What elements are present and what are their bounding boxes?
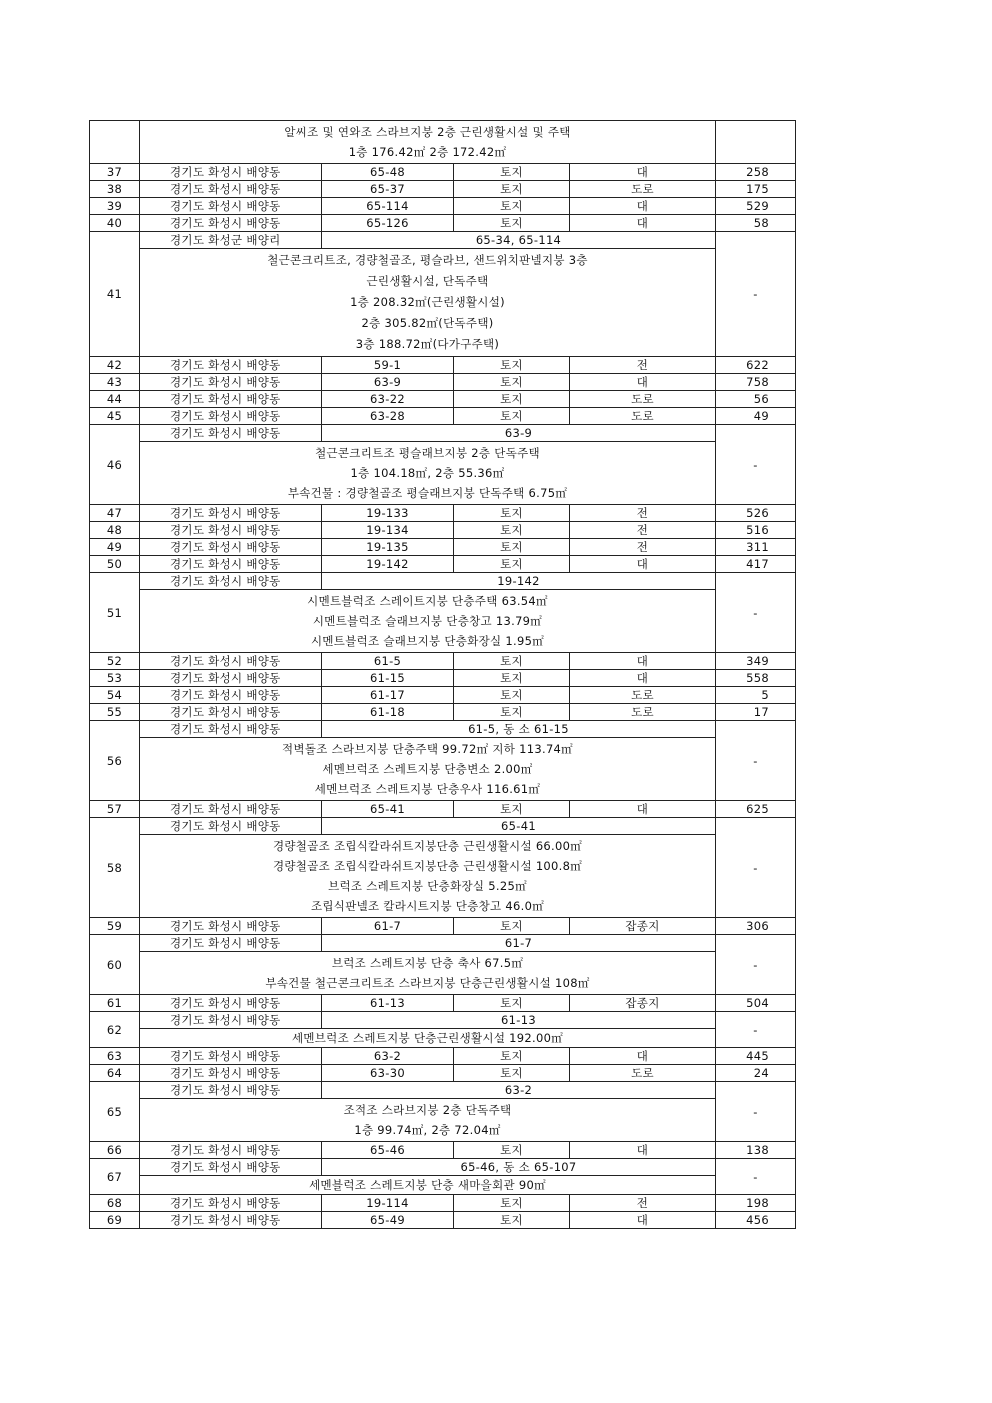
description-line: 조적조 스라브지붕 2층 단독주택 — [343, 1103, 512, 1117]
address-cell: 경기도 화성시 배양동 — [140, 1195, 322, 1212]
table-row — [90, 738, 796, 801]
lot-number-cell: 61-13 — [322, 1012, 716, 1029]
description-line: 1층 104.18㎡, 2층 55.36㎡ — [350, 466, 505, 480]
row-number: 45 — [90, 408, 140, 425]
land-use-cell: 전 — [570, 539, 716, 556]
lot-number-cell: 63-28 — [322, 408, 454, 425]
land-use-cell: 전 — [570, 522, 716, 539]
table-row — [90, 1176, 796, 1195]
property-kind-cell: 토지 — [454, 801, 570, 818]
area-cell: - — [716, 721, 796, 801]
area-cell: 198 — [716, 1195, 796, 1212]
description-line: 시멘트블럭조 슬래브지붕 단층화장실 1.95㎡ — [310, 634, 544, 648]
lot-number-cell: 63-2 — [322, 1082, 716, 1099]
table-row — [90, 1048, 796, 1065]
property-kind-cell: 토지 — [454, 357, 570, 374]
property-kind-cell: 토지 — [454, 1142, 570, 1159]
property-kind-cell: 토지 — [454, 1212, 570, 1229]
lot-number-cell: 65-49 — [322, 1212, 454, 1229]
lot-number-cell: 19-135 — [322, 539, 454, 556]
description-line: 2층 305.82㎡(단독주택) — [361, 316, 494, 330]
table-row — [90, 539, 796, 556]
row-number: 52 — [90, 653, 140, 670]
address-cell: 경기도 화성시 배양동 — [140, 918, 322, 935]
building-description — [140, 1099, 716, 1142]
address-cell: 경기도 화성시 배양동 — [140, 522, 322, 539]
land-use-cell: 전 — [570, 1195, 716, 1212]
row-number: 63 — [90, 1048, 140, 1065]
row-number: 57 — [90, 801, 140, 818]
property-kind-cell: 토지 — [454, 556, 570, 573]
lot-number-cell: 65-126 — [322, 215, 454, 232]
table-row — [90, 935, 796, 952]
address-cell: 경기도 화성시 배양동 — [140, 539, 322, 556]
area-cell: - — [716, 573, 796, 653]
description-line: 브럭조 스레트지붕 단층화장실 5.25㎡ — [328, 879, 527, 893]
area-cell: 625 — [716, 801, 796, 818]
address-cell: 경기도 화성시 배양동 — [140, 408, 322, 425]
row-number: 55 — [90, 704, 140, 721]
address-cell: 경기도 화성시 배양동 — [140, 935, 322, 952]
lot-number-cell: 61-18 — [322, 704, 454, 721]
area-cell: 516 — [716, 522, 796, 539]
table-row — [90, 505, 796, 522]
description-line: 브럭조 스레트지붕 단층 축사 67.5㎡ — [331, 956, 524, 970]
area-cell: 306 — [716, 918, 796, 935]
area-cell: 24 — [716, 1065, 796, 1082]
land-use-cell: 도로 — [570, 704, 716, 721]
land-use-cell: 도로 — [570, 181, 716, 198]
lot-number-cell: 61-15 — [322, 670, 454, 687]
property-kind-cell: 토지 — [454, 505, 570, 522]
description-line: 1층 208.32㎡(근린생활시설) — [350, 295, 505, 309]
area-cell: 504 — [716, 995, 796, 1012]
area-cell: 138 — [716, 1142, 796, 1159]
address-cell: 경기도 화성시 배양동 — [140, 1159, 322, 1176]
area-cell: 17 — [716, 704, 796, 721]
row-number: 46 — [90, 425, 140, 505]
building-description — [140, 738, 716, 801]
area-cell: 526 — [716, 505, 796, 522]
building-description — [140, 590, 716, 653]
area-cell: 417 — [716, 556, 796, 573]
area-cell: 175 — [716, 181, 796, 198]
property-kind-cell: 토지 — [454, 215, 570, 232]
lot-number-cell: 19-142 — [322, 556, 454, 573]
area-cell: - — [716, 818, 796, 918]
property-kind-cell: 토지 — [454, 164, 570, 181]
area-cell: 258 — [716, 164, 796, 181]
land-use-cell: 대 — [570, 1212, 716, 1229]
description-line: 철근콘크리트조, 경량철골조, 평슬라브, 샌드위치판넬지붕 3층 — [267, 253, 588, 267]
area-cell: 349 — [716, 653, 796, 670]
table-row — [90, 374, 796, 391]
description-line: 알씨조 및 연와조 스라브지붕 2층 근린생활시설 및 주택 — [284, 125, 571, 139]
table-row — [90, 408, 796, 425]
lot-number-cell: 19-133 — [322, 505, 454, 522]
property-kind-cell: 토지 — [454, 1065, 570, 1082]
row-number: 68 — [90, 1195, 140, 1212]
address-cell: 경기도 화성시 배양동 — [140, 1142, 322, 1159]
row-number: 61 — [90, 995, 140, 1012]
land-use-cell: 잡종지 — [570, 995, 716, 1012]
description-line: 시멘트블럭조 슬래브지붕 단층창고 13.79㎡ — [312, 614, 543, 628]
land-use-cell: 대 — [570, 801, 716, 818]
table-row — [90, 522, 796, 539]
land-use-cell: 대 — [570, 556, 716, 573]
address-cell: 경기도 화성시 배양동 — [140, 1212, 322, 1229]
building-description — [140, 1029, 716, 1048]
property-table-body — [90, 121, 796, 1229]
lot-number-cell: 61-7 — [322, 935, 716, 952]
address-cell: 경기도 화성시 배양동 — [140, 801, 322, 818]
table-row — [90, 1195, 796, 1212]
table-row — [90, 835, 796, 918]
address-cell: 경기도 화성군 배양리 — [140, 232, 322, 249]
address-cell: 경기도 화성시 배양동 — [140, 556, 322, 573]
lot-number-cell: 19-142 — [322, 573, 716, 590]
lot-number-cell: 61-7 — [322, 918, 454, 935]
property-kind-cell: 토지 — [454, 181, 570, 198]
address-cell: 경기도 화성시 배양동 — [140, 357, 322, 374]
description-line: 부속건물 : 경량철골조 평슬래브지붕 단독주택 6.75㎡ — [287, 486, 568, 500]
area-cell: 529 — [716, 198, 796, 215]
row-number: 62 — [90, 1012, 140, 1048]
property-table — [89, 120, 796, 1229]
address-cell: 경기도 화성시 배양동 — [140, 704, 322, 721]
row-number: 48 — [90, 522, 140, 539]
description-line: 세멘브럭조 스레트지붕 단층근린생활시설 192.00㎡ — [291, 1031, 564, 1045]
address-cell: 경기도 화성시 배양동 — [140, 215, 322, 232]
table-row — [90, 1212, 796, 1229]
address-cell: 경기도 화성시 배양동 — [140, 687, 322, 704]
property-kind-cell: 토지 — [454, 687, 570, 704]
lot-number-cell: 61-5 — [322, 653, 454, 670]
table-row — [90, 1012, 796, 1029]
address-cell: 경기도 화성시 배양동 — [140, 1082, 322, 1099]
land-use-cell: 전 — [570, 505, 716, 522]
row-number: 43 — [90, 374, 140, 391]
area-cell: - — [716, 1159, 796, 1195]
table-row — [90, 357, 796, 374]
table-row — [90, 1029, 796, 1048]
address-cell: 경기도 화성시 배양동 — [140, 374, 322, 391]
row-number: 44 — [90, 391, 140, 408]
lot-number-cell: 65-41 — [322, 818, 716, 835]
building-description — [140, 952, 716, 995]
table-row — [90, 687, 796, 704]
table-row — [90, 425, 796, 442]
lot-number-cell: 65-48 — [322, 164, 454, 181]
land-use-cell: 대 — [570, 670, 716, 687]
land-use-cell: 대 — [570, 198, 716, 215]
table-row — [90, 704, 796, 721]
land-use-cell: 대 — [570, 164, 716, 181]
land-use-cell: 전 — [570, 357, 716, 374]
description-line: 조립식판넬조 칼라시트지붕 단층창고 46.0㎡ — [310, 899, 544, 913]
address-cell: 경기도 화성시 배양동 — [140, 1012, 322, 1029]
description-line: 3층 188.72㎡(다가구주택) — [355, 337, 500, 351]
lot-number-cell: 59-1 — [322, 357, 454, 374]
address-cell: 경기도 화성시 배양동 — [140, 721, 322, 738]
land-use-cell: 대 — [570, 215, 716, 232]
building-description — [140, 249, 716, 357]
row-number: 64 — [90, 1065, 140, 1082]
row-number: 65 — [90, 1082, 140, 1142]
property-kind-cell: 토지 — [454, 918, 570, 935]
area-cell: - — [716, 1082, 796, 1142]
row-number: 69 — [90, 1212, 140, 1229]
area-cell — [716, 121, 796, 164]
property-kind-cell: 토지 — [454, 391, 570, 408]
area-cell: - — [716, 425, 796, 505]
row-number: 37 — [90, 164, 140, 181]
address-cell: 경기도 화성시 배양동 — [140, 995, 322, 1012]
area-cell: 445 — [716, 1048, 796, 1065]
lot-number-cell: 61-13 — [322, 995, 454, 1012]
lot-number-cell: 63-2 — [322, 1048, 454, 1065]
address-cell: 경기도 화성시 배양동 — [140, 181, 322, 198]
property-kind-cell: 토지 — [454, 198, 570, 215]
row-number: 60 — [90, 935, 140, 995]
address-cell: 경기도 화성시 배양동 — [140, 1065, 322, 1082]
lot-number-cell: 65-46, 동 소 65-107 — [322, 1159, 716, 1176]
table-row — [90, 556, 796, 573]
row-number: 39 — [90, 198, 140, 215]
land-use-cell: 도로 — [570, 408, 716, 425]
table-row — [90, 653, 796, 670]
lot-number-cell: 63-9 — [322, 425, 716, 442]
description-line: 세멘블럭조 스레트지붕 단층 새마을회관 90㎡ — [309, 1178, 546, 1192]
property-kind-cell: 토지 — [454, 653, 570, 670]
land-use-cell: 대 — [570, 1048, 716, 1065]
lot-number-cell: 63-9 — [322, 374, 454, 391]
table-row — [90, 995, 796, 1012]
lot-number-cell: 61-5, 동 소 61-15 — [322, 721, 716, 738]
lot-number-cell: 63-30 — [322, 1065, 454, 1082]
land-use-cell: 대 — [570, 653, 716, 670]
row-number: 47 — [90, 505, 140, 522]
table-row — [90, 442, 796, 505]
address-cell: 경기도 화성시 배양동 — [140, 653, 322, 670]
lot-number-cell: 65-37 — [322, 181, 454, 198]
building-description — [140, 442, 716, 505]
land-use-cell: 도로 — [570, 687, 716, 704]
row-number: 41 — [90, 232, 140, 357]
row-number: 51 — [90, 573, 140, 653]
address-cell: 경기도 화성시 배양동 — [140, 573, 322, 590]
table-row — [90, 952, 796, 995]
area-cell: - — [716, 1012, 796, 1048]
address-cell: 경기도 화성시 배양동 — [140, 1048, 322, 1065]
row-number: 56 — [90, 721, 140, 801]
table-row — [90, 249, 796, 357]
property-kind-cell: 토지 — [454, 704, 570, 721]
address-cell: 경기도 화성시 배양동 — [140, 164, 322, 181]
table-row — [90, 198, 796, 215]
description-line: 경량철골조 조립식칼라쉬트지붕단층 근린생활시설 66.00㎡ — [272, 839, 583, 853]
description-line: 세멘브럭조 스레트지붕 단층우사 116.61㎡ — [314, 782, 541, 796]
row-number: 49 — [90, 539, 140, 556]
table-row — [90, 391, 796, 408]
address-cell: 경기도 화성시 배양동 — [140, 391, 322, 408]
lot-number-cell: 65-114 — [322, 198, 454, 215]
table-row — [90, 1159, 796, 1176]
table-row — [90, 232, 796, 249]
area-cell: 56 — [716, 391, 796, 408]
row-number: 53 — [90, 670, 140, 687]
area-cell: 622 — [716, 357, 796, 374]
table-row — [90, 590, 796, 653]
address-cell: 경기도 화성시 배양동 — [140, 670, 322, 687]
area-cell: 311 — [716, 539, 796, 556]
land-use-cell: 대 — [570, 1142, 716, 1159]
address-cell: 경기도 화성시 배양동 — [140, 198, 322, 215]
table-row — [90, 818, 796, 835]
description-line: 1층 176.42㎡ 2층 172.42㎡ — [348, 145, 507, 159]
lot-number-cell: 65-34, 65-114 — [322, 232, 716, 249]
row-number: 38 — [90, 181, 140, 198]
description-line: 1층 99.74㎡, 2층 72.04㎡ — [354, 1123, 501, 1137]
table-row — [90, 1142, 796, 1159]
area-cell: 558 — [716, 670, 796, 687]
property-kind-cell: 토지 — [454, 1048, 570, 1065]
row-number: 66 — [90, 1142, 140, 1159]
lot-number-cell: 65-41 — [322, 801, 454, 818]
address-cell: 경기도 화성시 배양동 — [140, 505, 322, 522]
area-cell: - — [716, 935, 796, 995]
table-row — [90, 1082, 796, 1099]
row-number — [90, 121, 140, 164]
property-kind-cell: 토지 — [454, 1195, 570, 1212]
property-kind-cell: 토지 — [454, 539, 570, 556]
table-row — [90, 215, 796, 232]
table-row — [90, 721, 796, 738]
building-description — [140, 1176, 716, 1195]
table-row — [90, 1065, 796, 1082]
table-row — [90, 573, 796, 590]
lot-number-cell: 61-17 — [322, 687, 454, 704]
table-row — [90, 918, 796, 935]
row-number: 42 — [90, 357, 140, 374]
property-kind-cell: 토지 — [454, 374, 570, 391]
land-use-cell: 잡종지 — [570, 918, 716, 935]
building-description — [140, 121, 716, 164]
table-row — [90, 164, 796, 181]
description-line: 시멘트블럭조 스레이트지붕 단층주택 63.54㎡ — [307, 594, 548, 608]
description-line: 철근콘크리트조 평슬래브지붕 2층 단독주택 — [315, 446, 540, 460]
row-number: 59 — [90, 918, 140, 935]
row-number: 40 — [90, 215, 140, 232]
lot-number-cell: 65-46 — [322, 1142, 454, 1159]
area-cell: 58 — [716, 215, 796, 232]
description-line: 부속건물 철근콘크리트조 스라브지붕 단층근린생활시설 108㎡ — [265, 976, 590, 990]
address-cell: 경기도 화성시 배양동 — [140, 818, 322, 835]
description-line: 경량철골조 조립식칼라쉬트지붕단층 근린생활시설 100.8㎡ — [272, 859, 583, 873]
property-kind-cell: 토지 — [454, 408, 570, 425]
lot-number-cell: 19-114 — [322, 1195, 454, 1212]
row-number: 58 — [90, 818, 140, 918]
address-cell: 경기도 화성시 배양동 — [140, 425, 322, 442]
description-line: 세멘브럭조 스레트지붕 단층변소 2.00㎡ — [322, 762, 533, 776]
area-cell: 5 — [716, 687, 796, 704]
building-description — [140, 835, 716, 918]
land-use-cell: 대 — [570, 374, 716, 391]
description-line: 근린생활시설, 단독주택 — [366, 274, 489, 288]
area-cell: 456 — [716, 1212, 796, 1229]
lot-number-cell: 63-22 — [322, 391, 454, 408]
property-kind-cell: 토지 — [454, 995, 570, 1012]
table-row — [90, 801, 796, 818]
table-row — [90, 670, 796, 687]
row-number: 67 — [90, 1159, 140, 1195]
table-row — [90, 1099, 796, 1142]
property-kind-cell: 토지 — [454, 670, 570, 687]
row-number: 50 — [90, 556, 140, 573]
table-row — [90, 181, 796, 198]
area-cell: 49 — [716, 408, 796, 425]
lot-number-cell: 19-134 — [322, 522, 454, 539]
property-kind-cell: 토지 — [454, 522, 570, 539]
area-cell: - — [716, 232, 796, 357]
land-use-cell: 도로 — [570, 1065, 716, 1082]
row-number: 54 — [90, 687, 140, 704]
table-row — [90, 121, 796, 164]
description-line: 적벽돌조 스라브지붕 단층주택 99.72㎡ 지하 113.74㎡ — [282, 742, 573, 756]
area-cell: 758 — [716, 374, 796, 391]
land-use-cell: 도로 — [570, 391, 716, 408]
